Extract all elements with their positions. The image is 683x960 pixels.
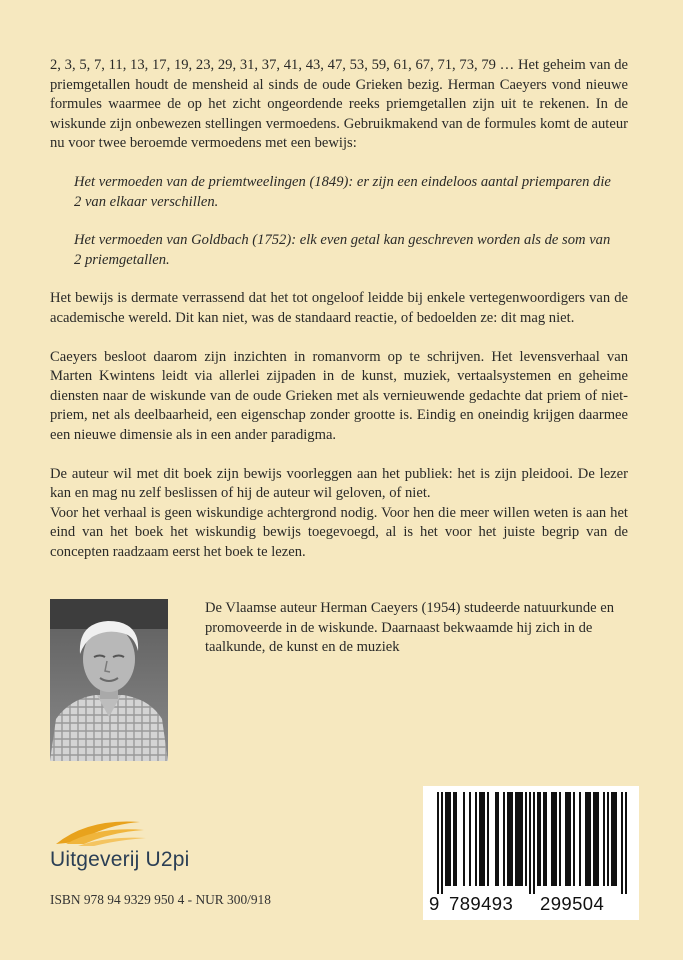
barcode-bar xyxy=(509,792,511,886)
barcode-bar xyxy=(533,792,535,894)
barcode-bar xyxy=(447,792,449,886)
barcode-bar xyxy=(539,792,541,886)
barcode-bar xyxy=(469,792,471,886)
publisher-name: Uitgeverij U2pi xyxy=(50,848,190,871)
barcode-bar xyxy=(511,792,513,886)
barcode-bar xyxy=(565,792,567,886)
barcode-bar xyxy=(521,792,523,886)
barcode-bar xyxy=(551,792,553,886)
barcode-bar xyxy=(507,792,509,886)
barcode-bar xyxy=(585,792,587,886)
back-cover-text xyxy=(50,56,628,562)
barcode-bar xyxy=(515,792,517,886)
author-plea-paragraph: De auteur wil met dit boek zijn bewijs voorleggen aan het publiek: het is zijn pleidooi. De lezer kan en mag nu zelf beslissen of hij de auteur wil geloven, of niet. xyxy=(50,465,628,502)
wing-icon xyxy=(48,808,198,848)
barcode-bar xyxy=(559,792,561,886)
barcode-bar xyxy=(611,792,613,886)
barcode-bar xyxy=(607,792,609,886)
barcode-bar xyxy=(479,792,481,886)
barcode-bar xyxy=(445,792,447,886)
author-bio: De Vlaamse auteur Herman Caeyers (1954) studeerde natuurkunde en promoveerde in de wiskunde. Daarnaast bekwaamde hij zich in de taalkunde, de kunst en de muziek xyxy=(205,600,615,656)
barcode-bar xyxy=(595,792,597,886)
barcode-bar xyxy=(553,792,555,886)
barcode-bar xyxy=(613,792,615,886)
barcode-bar xyxy=(487,792,489,886)
barcode-bar xyxy=(589,792,591,886)
barcode-bar xyxy=(537,792,539,886)
barcode-bar xyxy=(449,792,451,886)
barcode-left-digits: 789493 xyxy=(449,893,514,914)
barcode-bar xyxy=(545,792,547,886)
barcode-bar xyxy=(543,792,545,886)
barcode-bar xyxy=(615,792,617,886)
barcode-bar xyxy=(483,792,485,886)
barcode-bar xyxy=(437,792,439,894)
novel-paragraph: Caeyers besloot daarom zijn inzichten in romanvorm op te schrijven. Het levensverhaal van Marten Kwintens leidt via allerlei zijpaden in de kunst, muziek, vertaalsystemen en geheime diensten naar de wiskunde van de oude Grieken met als vernieuwende gedachte dat priem of niet-priem, net als deelbaarheid, een eigenschap zonder grootte is. Eindig en oneindig krijgen daarmee een nieuwe dimensie als in een ander paradigma. xyxy=(50,348,628,443)
barcode-bar xyxy=(495,792,497,886)
barcode-bar xyxy=(603,792,605,886)
barcode-bar xyxy=(503,792,505,886)
barcode-bar xyxy=(621,792,623,894)
barcode-bar xyxy=(453,792,455,886)
barcode-bar xyxy=(519,792,521,886)
quote-goldbach: Het vermoeden van Goldbach (1752): elk even getal kan geschreven worden als de som van 2 priemgetallen. xyxy=(74,232,611,268)
proof-paragraph: Het bewijs is dermate verrassend dat het tot ongeloof leidde bij enkele vertegenwoordigers van de academische wereld. Dit kan niet, was de standaard reactie, of bedoelden ze: dit mag niet. xyxy=(50,290,628,326)
author-photo xyxy=(50,599,168,761)
barcode xyxy=(423,786,639,920)
barcode-bars xyxy=(423,786,639,894)
barcode-bar xyxy=(569,792,571,886)
barcode-bar xyxy=(587,792,589,886)
barcode-bar xyxy=(517,792,519,886)
barcode-bar xyxy=(529,792,531,894)
intro-paragraph: 2, 3, 5, 7, 11, 13, 17, 19, 23, 29, 31, 37, 41, 43, 47, 53, 59, 61, 67, 71, 73, 79 … Het geheim van de priemgetallen houdt de mensheid al sinds de oude Grieken bezig. Herman Caeyers vond nieuwe formules waarmee de op het zicht ongeordende reeks priemgetallen zijn uit te rekenen. In de wiskunde zijn onbewezen stellingen vermoedens. Gebruikmakend van de formules komt de auteur nu voor twee beroemde vermoedens met een bewijs: xyxy=(50,57,628,152)
barcode-bar xyxy=(593,792,595,886)
barcode-bar xyxy=(567,792,569,886)
barcode-bar xyxy=(497,792,499,886)
barcode-bar xyxy=(463,792,465,886)
barcode-bar xyxy=(475,792,477,886)
barcode-bar xyxy=(441,792,443,894)
barcode-bar xyxy=(481,792,483,886)
reader-note-paragraph: Voor het verhaal is geen wiskundige achtergrond nodig. Voor hen die meer willen weten is aan het eind van het boek het wiskundig bewijs toegevoegd, al is het voor het juiste begrip van de concepten raadzaam eerst het boek te lezen. xyxy=(50,504,628,560)
barcode-bar xyxy=(525,792,527,886)
barcode-bar xyxy=(455,792,457,886)
barcode-lead-digit: 9 xyxy=(429,893,440,914)
barcode-bar xyxy=(597,792,599,886)
barcode-right-digits: 299504 xyxy=(540,893,605,914)
barcode-bar xyxy=(555,792,557,886)
barcode-bar xyxy=(573,792,575,886)
barcode-bar xyxy=(625,792,627,894)
isbn-line: ISBN 978 94 9329 950 4 - NUR 300/918 xyxy=(50,892,271,907)
barcode-bar xyxy=(579,792,581,886)
quote-twin-primes: Het vermoeden van de priemtweelingen (1849): er zijn een eindeloos aantal priemparen die 2 van elkaar verschillen. xyxy=(74,173,611,210)
